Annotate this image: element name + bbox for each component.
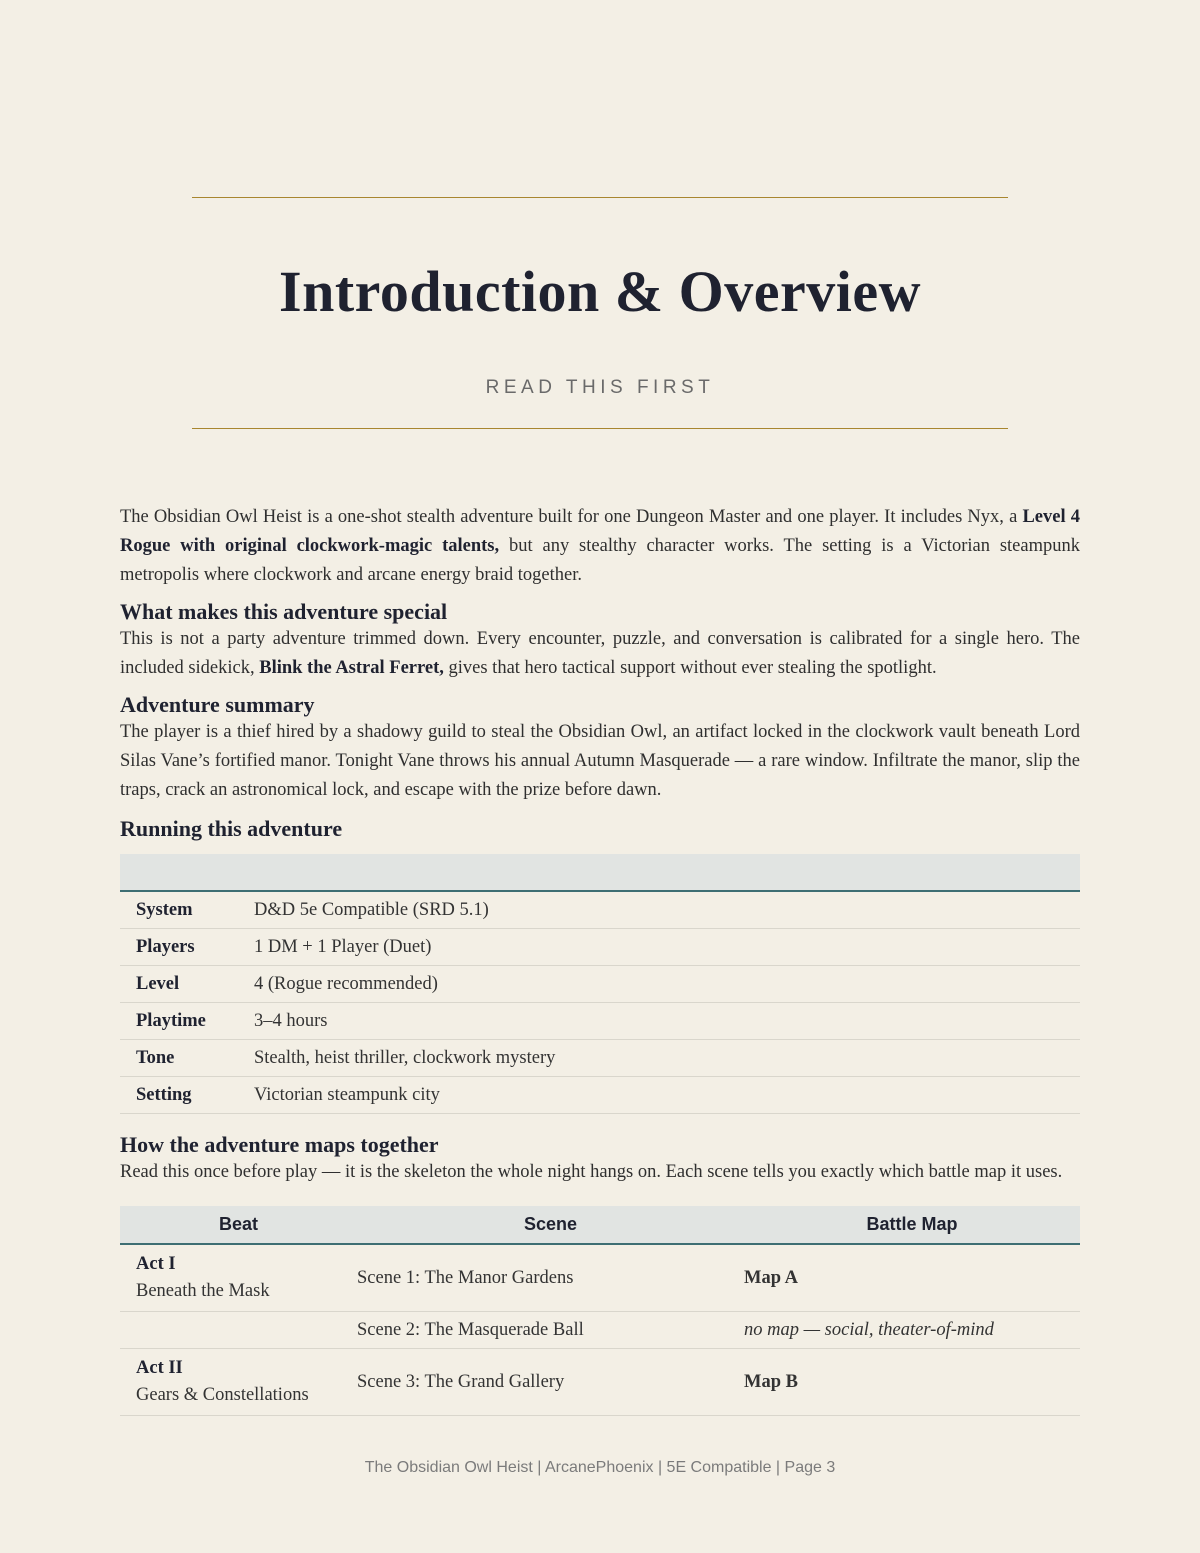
intro-text-1: The Obsidian Owl Heist is a one-shot stealth adventure built for one Dungeon Master and one player. It includes Nyx, a <box>120 507 1023 527</box>
page-footer: The Obsidian Owl Heist | ArcanePhoenix | 5E Compatible | Page 3 <box>364 1459 836 1476</box>
table-row <box>120 1003 1080 1040</box>
map-cell: Map B <box>744 1349 1080 1416</box>
row-key: Playtime <box>120 1003 254 1040</box>
act-name: Gears & Constellations <box>136 1385 309 1405</box>
table-row <box>120 1244 1080 1312</box>
beat-cell <box>120 1244 357 1312</box>
map-cell: no map — social, theater-of-mind <box>744 1312 1080 1349</box>
column-header-scene: Scene <box>357 1206 744 1244</box>
row-key: Setting <box>120 1077 254 1114</box>
maps-table-header <box>120 1206 1080 1244</box>
act-label: Act I <box>136 1254 176 1274</box>
header-rule-bottom <box>192 428 1008 429</box>
row-value: Stealth, heist thriller, clockwork mystery <box>254 1040 1080 1077</box>
header-rule-top <box>192 197 1008 198</box>
intro-paragraph <box>120 503 1080 590</box>
row-key: System <box>120 891 254 929</box>
running-table <box>120 854 1080 1114</box>
scene-cell: Scene 3: The Grand Gallery <box>357 1349 744 1416</box>
special-bold: Blink the Astral Ferret, <box>259 658 444 678</box>
table-row <box>120 891 1080 929</box>
table-row <box>120 1349 1080 1416</box>
special-text-2: gives that hero tactical support without ever stealing the spotlight. <box>443 658 937 678</box>
row-value: 1 DM + 1 Player (Duet) <box>254 929 1080 966</box>
table-row <box>120 1312 1080 1349</box>
table-row <box>120 929 1080 966</box>
row-value: Victorian steampunk city <box>254 1077 1080 1114</box>
table-row <box>120 966 1080 1003</box>
page-content <box>120 503 1080 1416</box>
column-header-battle-map: Battle Map <box>744 1206 1080 1244</box>
page-subtitle: READ THIS FIRST <box>485 377 715 398</box>
row-key: Tone <box>120 1040 254 1077</box>
beat-cell <box>120 1312 357 1349</box>
row-value: D&D 5e Compatible (SRD 5.1) <box>254 891 1080 929</box>
summary-paragraph: The player is a thief hired by a shadowy guild to steal the Obsidian Owl, an artifact locked in the clockwork vault beneath Lord Silas Vane’s fortified manor. Tonight Vane throws his annual Autumn Masquerade — a rare window. Infiltrate the manor, slip the traps, crack an astronomical lock, and escape with the prize before dawn. <box>120 722 1080 800</box>
column-header-beat: Beat <box>120 1206 357 1244</box>
page-title: Introduction & Overview <box>279 259 921 324</box>
row-value: 3–4 hours <box>254 1003 1080 1040</box>
running-heading: Running this adventure <box>120 816 343 841</box>
act-name: Beneath the Mask <box>136 1281 270 1301</box>
maps-paragraph: Read this once before play — it is the skeleton the whole night hangs on. Each scene tells you exactly which battle map it uses. <box>120 1162 1063 1182</box>
act-label: Act II <box>136 1358 183 1378</box>
row-key: Level <box>120 966 254 1003</box>
running-table-header <box>120 854 1080 891</box>
summary-heading: Adventure summary <box>120 692 315 717</box>
special-paragraph <box>120 625 1080 683</box>
map-cell: Map A <box>744 1244 1080 1312</box>
special-text-1: This is not a party adventure trimmed down. Every encounter, puzzle, and conversation is calibrated for a single hero. The included sidekick, <box>120 629 1080 678</box>
scene-cell: Scene 2: The Masquerade Ball <box>357 1312 744 1349</box>
beat-cell <box>120 1349 357 1416</box>
table-row <box>120 1040 1080 1077</box>
maps-table <box>120 1206 1080 1416</box>
special-heading: What makes this adventure special <box>120 599 448 624</box>
row-key: Players <box>120 929 254 966</box>
intro-text-2: but any stealthy character works. The setting is a Victorian steampunk metropolis where clockwork and arcane energy braid together. <box>120 536 1080 585</box>
table-row <box>120 1077 1080 1114</box>
scene-cell: Scene 1: The Manor Gardens <box>357 1244 744 1312</box>
row-value: 4 (Rogue recommended) <box>254 966 1080 1003</box>
maps-heading: How the adventure maps together <box>120 1132 439 1157</box>
intro-bold: Level 4 Rogue with original clockwork-magic talents, <box>120 507 1080 556</box>
